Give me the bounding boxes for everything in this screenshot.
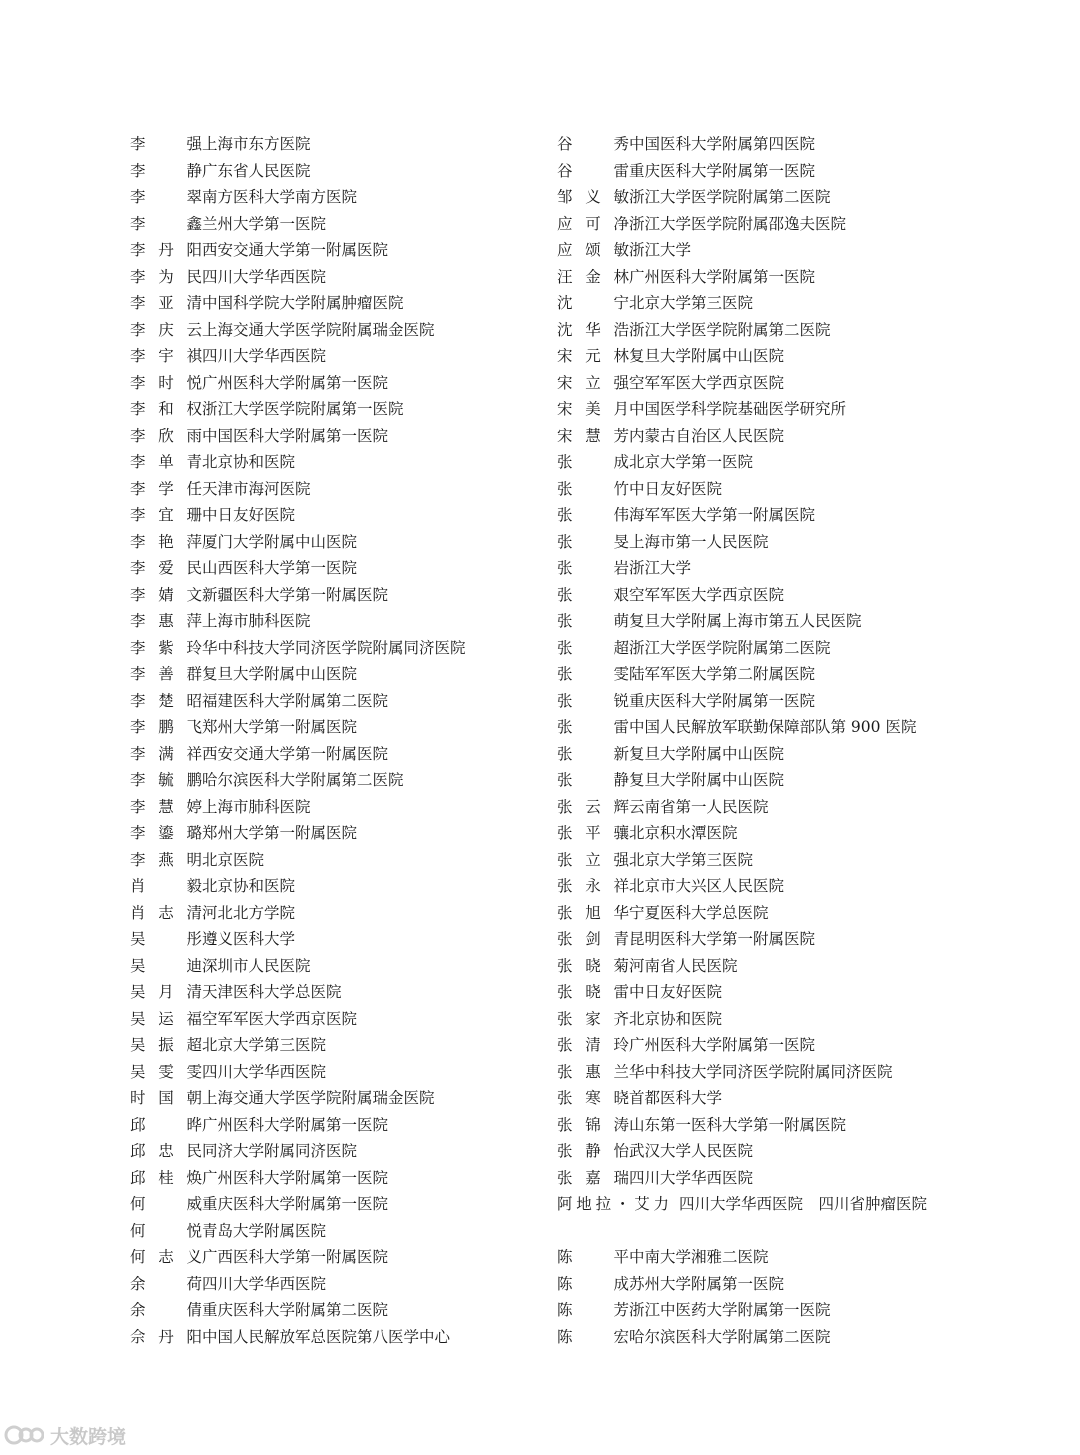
list-item: [557, 184, 977, 211]
person-name: 李满祥: [130, 744, 202, 763]
institution: 浙江大学: [629, 241, 692, 259]
institution: 中日友好医院: [202, 506, 296, 524]
person-name: 张剑青: [557, 930, 629, 948]
person-name: 张晓雷: [557, 983, 629, 1001]
person-name: 张 萌: [557, 612, 629, 630]
person-name: 张 雷: [557, 718, 629, 736]
list-item: [557, 873, 977, 900]
person-name: 汪金林: [557, 267, 629, 286]
institution: 北京协和医院: [202, 453, 296, 471]
person-name: 李 鑫: [130, 214, 202, 233]
institution: 北京协和医院: [629, 1009, 723, 1028]
list-item: [130, 476, 550, 503]
institution: 青岛大学附属医院: [202, 1221, 327, 1240]
list-item: [130, 794, 550, 821]
institution: 四川大学华西医院: [202, 1274, 327, 1293]
person-name: 张寒晓: [557, 1089, 629, 1107]
person-name: 李 强: [130, 135, 202, 153]
person-name: 张惠兰: [557, 1062, 629, 1081]
person-name: 张家齐: [557, 1009, 629, 1028]
institution: 广州医科大学附属第一医院: [202, 373, 389, 392]
institution: 昆明医科大学第一附属医院: [629, 930, 816, 948]
person-name: 何 威: [130, 1195, 202, 1213]
person-name: 陈 成: [557, 1274, 629, 1293]
institution: 南方医科大学南方医院: [202, 188, 358, 206]
list-item: [557, 1244, 977, 1271]
institution: 上海交通大学医学院附属瑞金医院: [202, 320, 435, 339]
institution: 新疆医科大学第一附属医院: [202, 585, 389, 604]
list-item: [557, 661, 977, 688]
list-item: [557, 1297, 977, 1324]
person-name: 吴月清: [130, 983, 202, 1001]
list-item: [557, 131, 977, 158]
institution: 广州医科大学附属第一医院: [629, 267, 816, 286]
person-name: 李燕明: [130, 850, 202, 869]
list-item: [557, 211, 977, 238]
person-name: 沈华浩: [557, 320, 629, 339]
institution: 空军军医大学西京医院: [629, 585, 785, 604]
institution: 重庆医科大学附属第二医院: [202, 1301, 389, 1319]
person-name: 阿地拉・艾力: [557, 1195, 669, 1213]
list-item: [557, 1165, 977, 1192]
list-item: [130, 131, 550, 158]
institution: 浙江大学: [629, 559, 692, 577]
institution: 内蒙古自治区人民医院: [629, 426, 785, 445]
list-item: [130, 211, 550, 238]
institution: 四川大学华西医院: [202, 347, 327, 365]
institution: 中国人民解放军联勤保障部队第 900 医院: [629, 718, 917, 736]
institution: 兰州大学第一医院: [202, 214, 327, 233]
institution: 中国医学科学院基础医学研究所: [629, 400, 847, 418]
person-name: 李学任: [130, 479, 202, 498]
institution: 华中科技大学同济医学院附属同济医院: [629, 1062, 893, 1081]
list-item: [130, 900, 550, 927]
list-item: [557, 264, 977, 291]
person-name: 张永祥: [557, 877, 629, 895]
list-item: [557, 953, 977, 980]
person-name: 陈 宏: [557, 1327, 629, 1346]
list-item: [557, 237, 977, 264]
list-item: [130, 1297, 550, 1324]
list-item: [130, 820, 550, 847]
person-name: 张 雯: [557, 665, 629, 683]
list-item: [130, 873, 550, 900]
institution: 浙江大学医学院附属第二医院: [629, 320, 831, 339]
list-item: [557, 1138, 977, 1165]
list-item: [130, 953, 550, 980]
list-item: [557, 794, 977, 821]
list-item: [130, 1112, 550, 1139]
person-name: 李慧婷: [130, 797, 202, 816]
list-item: [130, 661, 550, 688]
list-item: [130, 1138, 550, 1165]
person-name: 李亚清: [130, 294, 202, 312]
list-item: [130, 1218, 550, 1245]
list-item: [557, 343, 977, 370]
list-item: [130, 608, 550, 635]
institution: 郑州大学第一附属医院: [202, 718, 358, 736]
person-name: 宋立强: [557, 373, 629, 392]
person-name: 张 超: [557, 638, 629, 657]
person-name: 李惠萍: [130, 612, 202, 630]
institution: 北京积水潭医院: [629, 824, 738, 842]
institution: 中南大学湘雅二医院: [629, 1248, 769, 1266]
institution: 西安交通大学第一附属医院: [202, 744, 389, 763]
list-item: [557, 449, 977, 476]
institution: 四川大学华西医院: [202, 267, 327, 286]
institution: 浙江大学医学院附属第二医院: [629, 638, 831, 657]
person-name: 肖志清: [130, 903, 202, 922]
list-item: [557, 820, 977, 847]
person-name: 张静怡: [557, 1142, 629, 1160]
person-name: 李爱民: [130, 559, 202, 577]
institution: 浙江大学医学院附属第二医院: [629, 188, 831, 206]
institution: 空军军医大学西京医院: [629, 373, 785, 392]
person-name: 吴运福: [130, 1009, 202, 1028]
person-name: 李丹阳: [130, 241, 202, 259]
list-item: [130, 317, 550, 344]
person-name: 张 锐: [557, 691, 629, 710]
person-name: 张清玲: [557, 1036, 629, 1054]
person-name: 邱忠民: [130, 1142, 202, 1160]
institution: 北京大学第三医院: [629, 294, 754, 312]
person-name: 应颂敏: [557, 241, 629, 259]
person-name: 沈 宁: [557, 294, 629, 312]
institution: 浙江大学医学院附属第一医院: [202, 400, 404, 418]
list-item: [557, 741, 977, 768]
person-name: 谷 秀: [557, 135, 629, 153]
list-item: [130, 582, 550, 609]
institution: 宁夏医科大学总医院: [629, 903, 769, 922]
institution: 山东第一医科大学第一附属医院: [629, 1115, 847, 1134]
list-item: [130, 529, 550, 556]
person-name: 李鹏飞: [130, 718, 202, 736]
watermark: [4, 1419, 126, 1451]
person-name: 李时悦: [130, 373, 202, 392]
list-item: [130, 1165, 550, 1192]
institution: 中国人民解放军总医院第八医学中心: [202, 1327, 451, 1346]
person-name: 应可净: [557, 214, 629, 233]
list-item: [130, 1059, 550, 1086]
institution: 武汉大学人民医院: [629, 1142, 754, 1160]
institution: 北京医院: [202, 850, 265, 869]
list-item: [130, 635, 550, 662]
person-name: 李欣雨: [130, 426, 202, 445]
person-name: 吴振超: [130, 1036, 202, 1054]
person-name: 肖 毅: [130, 877, 202, 895]
list-item: [130, 688, 550, 715]
left-column: [130, 131, 550, 1350]
institution: 重庆医科大学附属第一医院: [202, 1195, 389, 1213]
watermark-text: 大数跨境: [50, 1425, 127, 1448]
institution: 上海市第一人民医院: [629, 532, 769, 551]
list-item: [130, 158, 550, 185]
person-name: 邱桂焕: [130, 1168, 202, 1187]
institution: 北京大学第三医院: [202, 1036, 327, 1054]
institution: 西安交通大学第一附属医院: [202, 241, 389, 259]
institution: 苏州大学附属第一医院: [629, 1274, 785, 1293]
person-name: 李庆云: [130, 320, 202, 339]
list-item: [130, 926, 550, 953]
person-name: 张晓菊: [557, 956, 629, 975]
list-item: [130, 1085, 550, 1112]
person-name: 李 翠: [130, 188, 202, 206]
person-name: 张立强: [557, 850, 629, 869]
person-name: 张 竹: [557, 479, 629, 498]
person-name: 张 艰: [557, 585, 629, 604]
person-name: 李宇祺: [130, 347, 202, 365]
person-name: 李楚昭: [130, 691, 202, 710]
institution: 重庆医科大学附属第一医院: [629, 691, 816, 710]
institution: 深圳市人民医院: [202, 956, 311, 975]
list-item: [130, 714, 550, 741]
institution: 上海市东方医院: [202, 135, 311, 153]
institution: 中日友好医院: [629, 479, 723, 498]
institution: 北京大学第三医院: [629, 850, 754, 869]
right-column: [557, 131, 977, 1350]
person-name: 张 伟: [557, 506, 629, 524]
person-name: 李 静: [130, 161, 202, 180]
person-name: 张 成: [557, 453, 629, 471]
person-name: 张旭华: [557, 903, 629, 922]
person-name: 李为民: [130, 267, 202, 286]
person-name: 何志义: [130, 1248, 202, 1266]
person-name: 张嘉瑞: [557, 1168, 629, 1187]
institution: 海军军医大学第一附属医院: [629, 506, 816, 524]
person-name: 余 倩: [130, 1301, 202, 1319]
institution: 广州医科大学附属第一医院: [202, 1115, 389, 1134]
institution: 北京大学第一医院: [629, 453, 754, 471]
institution: 浙江大学医学院附属邵逸夫医院: [629, 214, 847, 233]
list-item: [557, 688, 977, 715]
list-item: [557, 555, 977, 582]
list-item: [557, 1085, 977, 1112]
list-item: [557, 608, 977, 635]
list-item: [130, 343, 550, 370]
person-name: 李和权: [130, 400, 202, 418]
institution: 同济大学附属同济医院: [202, 1142, 358, 1160]
person-name: 时国朝: [130, 1089, 202, 1107]
institution: 天津医科大学总医院: [202, 983, 342, 1001]
list-item: [130, 1244, 550, 1271]
institution: 华中科技大学同济医学院附属同济医院: [202, 638, 466, 657]
list-item: [130, 741, 550, 768]
list-item: [130, 396, 550, 423]
institution: 复旦大学附属中山医院: [629, 771, 785, 789]
person-name: 李宜珊: [130, 506, 202, 524]
person-name: 谷 雷: [557, 161, 629, 180]
list-item: [130, 979, 550, 1006]
list-item: [557, 635, 977, 662]
list-item: [557, 926, 977, 953]
institution: 山西医科大学第一医院: [202, 559, 358, 577]
list-item: [557, 370, 977, 397]
institution: 复旦大学附属中山医院: [629, 744, 785, 763]
list-item: [130, 1271, 550, 1298]
list-item: [557, 1112, 977, 1139]
institution: 遵义医科大学: [202, 930, 296, 948]
list-item: [130, 264, 550, 291]
person-name: 邹义敏: [557, 188, 629, 206]
list-item: [557, 290, 977, 317]
institution: 上海交通大学医学院附属瑞金医院: [202, 1089, 435, 1107]
person-name: 李紫玲: [130, 638, 202, 657]
list-item: [557, 1324, 977, 1351]
list-item: [557, 1006, 977, 1033]
person-name: 张锦涛: [557, 1115, 629, 1134]
list-item: [130, 290, 550, 317]
institution: 河南省人民医院: [629, 956, 738, 975]
list-item: [557, 979, 977, 1006]
person-name: 李单青: [130, 453, 202, 471]
person-name: 宋美月: [557, 400, 629, 418]
institution: 陆军军医大学第二附属医院: [629, 665, 816, 683]
institution: 天津市海河医院: [202, 479, 311, 498]
person-name: 何 悦: [130, 1221, 202, 1240]
list-item: [130, 184, 550, 211]
list-item: [130, 237, 550, 264]
list-item: [557, 1191, 977, 1244]
list-item: [130, 555, 550, 582]
person-name: 张 新: [557, 744, 629, 763]
person-name: 李鎏璐: [130, 824, 202, 842]
person-name: 陈 平: [557, 1248, 629, 1266]
list-item: [557, 767, 977, 794]
institution: 厦门大学附属中山医院: [202, 532, 358, 551]
person-name: 宋元林: [557, 347, 629, 365]
person-name: 李艳萍: [130, 532, 202, 551]
institution: 上海市肺科医院: [202, 612, 311, 630]
institution: 复旦大学附属中山医院: [202, 665, 358, 683]
watermark-logo-icon: [4, 1422, 44, 1448]
person-name: 宋慧芳: [557, 426, 629, 445]
person-name: 李婧文: [130, 585, 202, 604]
person-name: 李善群: [130, 665, 202, 683]
list-item: [130, 1032, 550, 1059]
list-item: [130, 1324, 550, 1351]
list-item: [130, 1006, 550, 1033]
person-name: 佘丹阳: [130, 1327, 202, 1346]
institution: 中国医科大学附属第四医院: [629, 135, 816, 153]
list-item: [130, 449, 550, 476]
person-name: 张 静: [557, 771, 629, 789]
list-item: [557, 900, 977, 927]
institution: 四川大学华西医院 四川省肿瘤医院: [679, 1195, 928, 1213]
institution: 哈尔滨医科大学附属第二医院: [629, 1327, 831, 1346]
institution: 哈尔滨医科大学附属第二医院: [202, 771, 404, 789]
list-item: [130, 767, 550, 794]
list-item: [130, 1191, 550, 1218]
person-name: 吴雯雯: [130, 1062, 202, 1081]
list-item: [130, 847, 550, 874]
institution: 河北北方学院: [202, 903, 296, 922]
institution: 云南省第一人民医院: [629, 797, 769, 816]
institution: 中日友好医院: [629, 983, 723, 1001]
institution: 中国医科大学附属第一医院: [202, 426, 389, 445]
person-name: 邱 晔: [130, 1115, 202, 1134]
list-item: [130, 370, 550, 397]
list-item: [557, 1271, 977, 1298]
person-name: 余 荷: [130, 1274, 202, 1293]
list-item: [557, 714, 977, 741]
list-item: [557, 396, 977, 423]
list-item: [130, 502, 550, 529]
institution: 四川大学华西医院: [202, 1062, 327, 1081]
list-item: [557, 1032, 977, 1059]
institution: 广东省人民医院: [202, 161, 311, 180]
institution: 广西医科大学第一附属医院: [202, 1248, 389, 1266]
list-item: [557, 423, 977, 450]
institution: 中国科学院大学附属肿瘤医院: [202, 294, 404, 312]
person-name: 吴 彤: [130, 930, 202, 948]
list-item: [557, 317, 977, 344]
person-name: 张平骧: [557, 824, 629, 842]
institution: 重庆医科大学附属第一医院: [629, 161, 816, 180]
list-item: [557, 158, 977, 185]
person-name: 张 旻: [557, 532, 629, 551]
institution: 北京协和医院: [202, 877, 296, 895]
person-name: 张云辉: [557, 797, 629, 816]
list-item: [557, 502, 977, 529]
institution: 北京市大兴区人民医院: [629, 877, 785, 895]
person-name: 张 岩: [557, 559, 629, 577]
institution: 郑州大学第一附属医院: [202, 824, 358, 842]
person-name: 吴 迪: [130, 956, 202, 975]
institution: 广州医科大学附属第一医院: [629, 1036, 816, 1054]
institution: 福建医科大学附属第二医院: [202, 691, 389, 710]
institution: 复旦大学附属中山医院: [629, 347, 785, 365]
institution: 四川大学华西医院: [629, 1168, 754, 1187]
institution: 浙江中医药大学附属第一医院: [629, 1301, 831, 1319]
person-name: 陈 芳: [557, 1301, 629, 1319]
institution: 广州医科大学附属第一医院: [202, 1168, 389, 1187]
list-item: [130, 423, 550, 450]
list-item: [557, 476, 977, 503]
institution: 空军军医大学西京医院: [202, 1009, 358, 1028]
institution: 上海市肺科医院: [202, 797, 311, 816]
institution: 复旦大学附属上海市第五人民医院: [629, 612, 862, 630]
list-item: [557, 529, 977, 556]
list-item: [557, 582, 977, 609]
list-item: [557, 1059, 977, 1086]
person-name: 李毓鹏: [130, 771, 202, 789]
list-item: [557, 847, 977, 874]
institution: 首都医科大学: [629, 1089, 723, 1107]
